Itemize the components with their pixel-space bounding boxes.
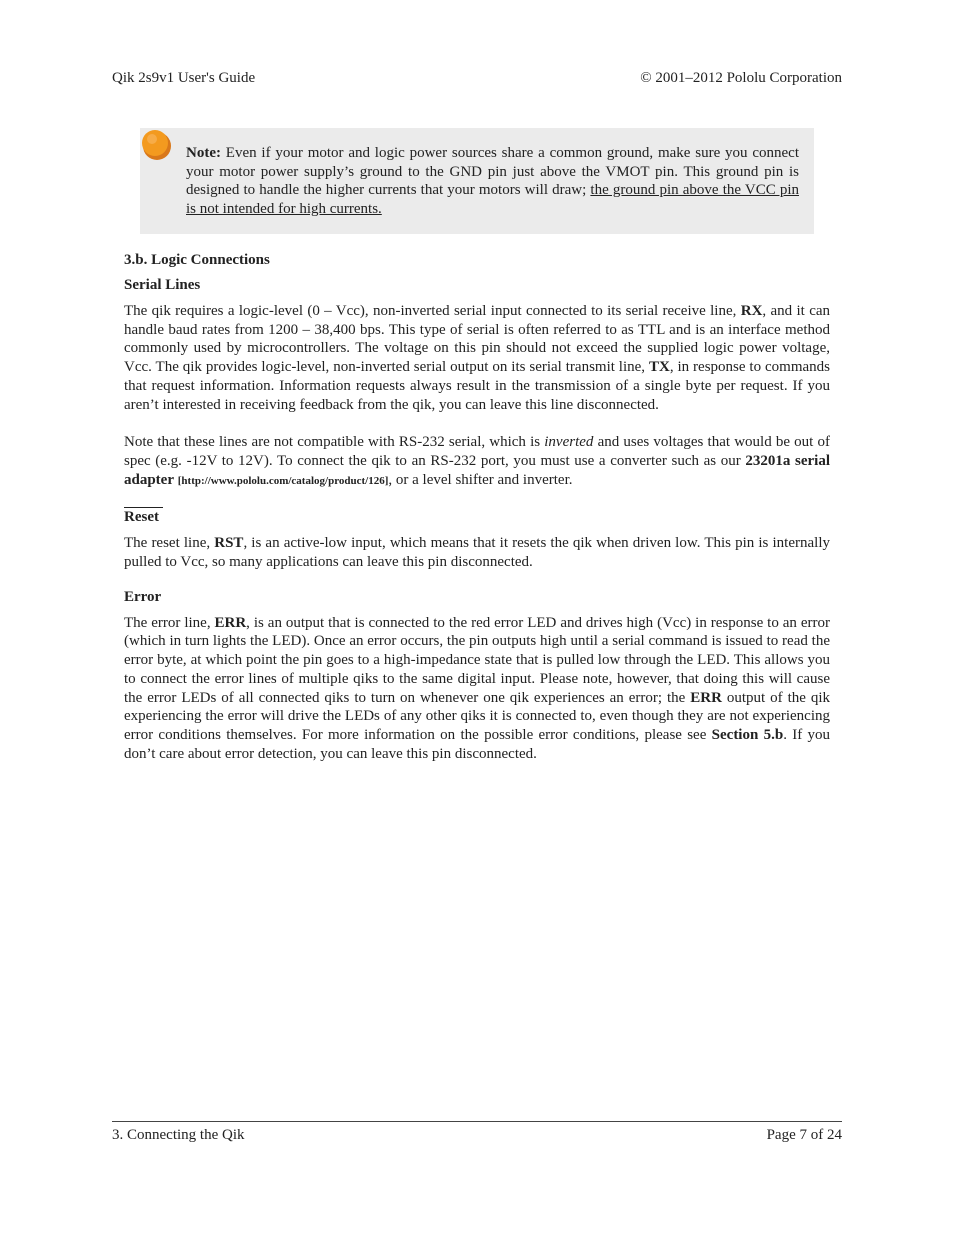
serial-lines-heading: Serial Lines <box>124 277 201 293</box>
tx-pin: TX <box>648 359 670 376</box>
serial-paragraph-1: The qik requires a logic-level (0 – Vcc), non-inverted serial input connected to its serial receive line, RX, and it can handle baud rates from 1200 – 38,400 bps. This type of serial is often referred to as TTL and is an interface method commonly used by microcontrollers. The voltage on this pin should not exceed the supplied logic power voltage, Vcc. The qik provides logic-level, non-inverted serial output on its serial transmit line, TX, in response to commands that request information. Information requests always result in the transmission of a single byte per request. If you aren’t interested in receiving feedback from the qik, you can leave this line disconnected. <box>124 303 831 413</box>
note-underlined-warning: the ground pin above the VCC pin is not intended for high currents. <box>186 182 799 217</box>
inverted-term: inverted <box>544 434 594 451</box>
err-pin: ERR <box>214 614 247 631</box>
header-copyright: © 2001–2012 Pololu Corporation <box>640 70 842 86</box>
rx-pin: RX <box>740 303 763 319</box>
footer-rule <box>112 1121 842 1122</box>
serial-paragraph-2: Note that these lines are not compatible with RS-232 serial, which is inverted and uses voltages that would be out of spec (e.g. -12V to 12V). To connect the qik to an RS-232 port, you must use a converter such as our 23201a serial adapter [http://www.pololu.com/catalog/product/126], or a level shifter and inverter. <box>124 434 831 488</box>
error-heading: Error <box>124 588 162 605</box>
note-text <box>186 144 799 218</box>
rst-pin: RST <box>214 535 244 552</box>
footer-chapter: 3. Connecting the Qik <box>112 1127 245 1143</box>
note-body: Even if your motor and logic power sources share a common ground, make sure you connect your motor power supply’s ground to the GND pin just above the VMOT pin. This ground pin is designed to handle the higher currents that your motors will draw; <box>186 145 799 199</box>
error-paragraph: The error line, ERR, is an output that is connected to the red error LED and drives high (Vcc) in response to an error (which in turn lights the LED). Once an error occurs, the pin outputs high until a serial command is issued to read the error byte, at which point the pin goes to a high-impedance state that is pulled low through the LED. This allows you to connect the error lines of multiple qiks to the same digital input. Please note, however, that doing this will cause the error LEDs of all connected qiks to turn on whenever one qik experiences an error; the ERR output of the qik experiencing the error will drive the LEDs of any other qiks it is connected to, even though they are not experiencing error conditions themselves. For more information on the possible error conditions, please see Section 5.b. If you don’t care about error detection, you can leave this pin disconnected. <box>124 614 830 762</box>
section-5b-link[interactable]: Section 5.b <box>711 726 784 743</box>
footer-page-number: Page 7 of 24 <box>766 1127 842 1143</box>
header-title: Qik 2s9v1 User's Guide <box>112 70 256 86</box>
reset-heading: Reset <box>124 509 159 526</box>
note-label: Note: <box>186 145 221 161</box>
err-pin-2: ERR <box>690 689 722 706</box>
section-divider <box>124 507 163 508</box>
reset-paragraph: The reset line, RST, is an active-low input, which means that it resets the qik when driven low. This pin is internally pulled to Vcc, so many applications can leave this pin disconnected. <box>124 535 830 571</box>
serial-adapter-link[interactable]: 23201a serial adapter <box>124 452 830 488</box>
main-content <box>124 252 830 763</box>
serial-adapter-url[interactable]: [http://www.pololu.com/catalog/product/126] <box>177 474 389 487</box>
section-title: 3.b. Logic Connections <box>124 252 270 268</box>
note-bullet-icon <box>140 128 174 162</box>
note-box <box>140 128 814 234</box>
